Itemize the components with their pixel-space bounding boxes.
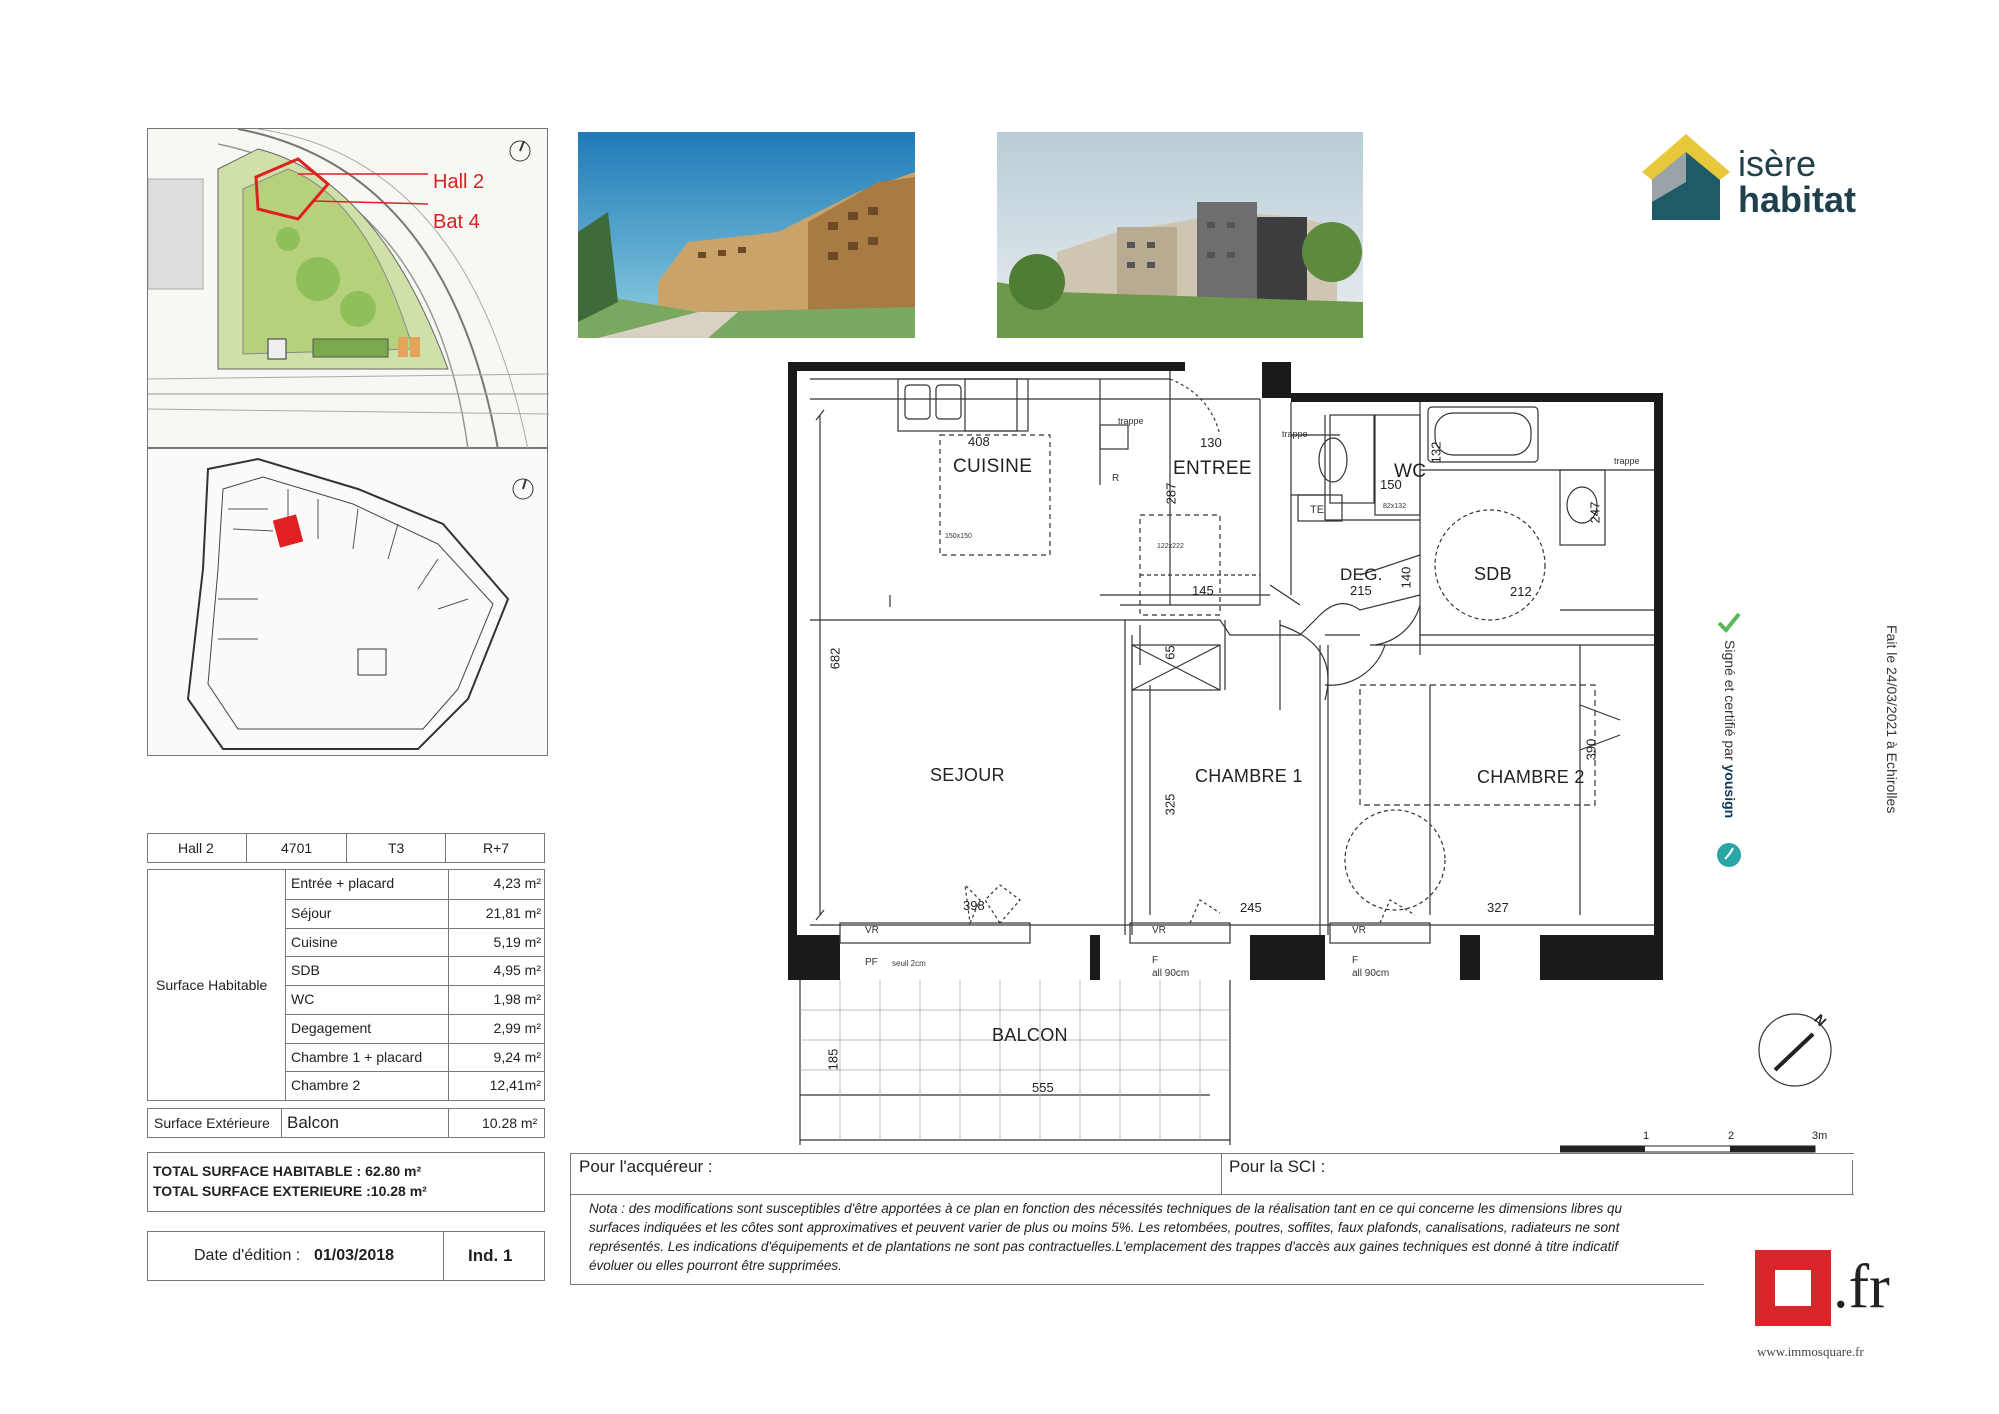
room-entree: ENTREE <box>1173 458 1252 479</box>
dim-145: 145 <box>1192 583 1214 598</box>
edition-box <box>147 1231 545 1281</box>
dim-247: 247 <box>1587 501 1603 524</box>
room-chambre1: CHAMBRE 1 <box>1195 766 1303 786</box>
dim-212: 212 <box>1510 584 1532 599</box>
dim-245: 245 <box>1240 900 1262 915</box>
exterior-value: 10.28 m² <box>482 1115 538 1131</box>
label-r: R <box>1112 473 1120 484</box>
dim-327: 327 <box>1487 900 1509 915</box>
room-cuisine: CUISINE <box>953 456 1033 477</box>
surface-row <box>285 899 545 929</box>
room-sejour: SEJOUR <box>930 765 1005 785</box>
surface-row-value: 2,99 m² <box>493 1019 541 1036</box>
edition-date: 01/03/2018 <box>314 1247 395 1264</box>
label-vr-1: VR <box>865 925 879 936</box>
exterior-name: Balcon <box>287 1113 339 1132</box>
surface-row <box>285 1043 545 1073</box>
isere-habitat-logo <box>1640 132 1880 224</box>
exterior-label: Surface Extérieure <box>154 1115 270 1131</box>
label-all-1: all 90cm <box>1152 968 1190 979</box>
signature-date: Fait le 24/03/2021 à Echirolles <box>1884 625 1900 814</box>
surface-row-value: 4,95 m² <box>493 962 541 979</box>
surface-row-value: 12,41m² <box>489 1077 541 1094</box>
sci-label: Pour la SCI : <box>1229 1157 1326 1176</box>
north-arrow-icon <box>1755 1000 1845 1090</box>
header-floor: R+7 <box>483 840 510 856</box>
site-plan-top <box>147 128 548 448</box>
surface-row <box>285 1071 545 1101</box>
room-deg: DEG. <box>1340 565 1383 584</box>
site-plan-bottom <box>147 448 548 756</box>
note-line-1: des modifications sont susceptibles d'être apportées à ce plan en fonction des nécessités techniques de la réalisation tant en ce qui concerne les dimensions libres qu <box>628 1201 1622 1216</box>
label-te: TE <box>1310 504 1325 516</box>
edition-index: Ind. 1 <box>468 1246 513 1265</box>
note-box <box>570 1195 1704 1285</box>
habitable-label: Surface Habitable <box>156 977 268 993</box>
dim-215: 215 <box>1350 583 1372 598</box>
building-outline-drawing <box>148 449 549 757</box>
surface-row <box>285 956 545 986</box>
site-label-hall: Hall 2 <box>433 171 485 193</box>
totals-box <box>147 1152 545 1212</box>
note-line-2: surfaces indiquées et les côtes sont approximatives et peuvent varier de plus ou moins 5%. Les retombées, poutres, soffites, faux plafonds, canalisations, radiateurs ne sont <box>589 1220 1620 1235</box>
header-lot: 4701 <box>281 840 313 856</box>
surface-row <box>285 985 545 1015</box>
header-hall: Hall 2 <box>178 840 214 856</box>
acquereur-label: Pour l'acquéreur : <box>579 1157 713 1176</box>
surface-row-name: Chambre 2 <box>291 1077 361 1094</box>
room-balcon: BALCON <box>992 1025 1068 1045</box>
logo-mark <box>1640 132 1732 224</box>
surface-row-name: Chambre 1 + placard <box>291 1048 423 1065</box>
room-wc: WC <box>1394 461 1427 482</box>
dim-390: 390 <box>1583 738 1599 761</box>
label-f-1: F <box>1152 955 1159 966</box>
surface-row-name: Séjour <box>291 904 332 921</box>
dim-682: 682 <box>827 647 843 670</box>
site-label-bat: Bat 4 <box>433 211 480 233</box>
total-exterieure: TOTAL SURFACE EXTERIEURE :10.28 m² <box>153 1183 427 1199</box>
dim-150: 150 <box>1380 477 1402 492</box>
yousign-badge-icon <box>1716 842 1742 868</box>
label-trappe-kitchen: trappe <box>1118 416 1144 426</box>
surface-row-value: 21,81 m² <box>485 904 541 921</box>
total-habitable: TOTAL SURFACE HABITABLE : 62.80 m² <box>153 1163 422 1179</box>
dim-408: 408 <box>968 434 990 449</box>
site-plan-drawing <box>148 129 549 449</box>
edition-label: Date d'édition : <box>194 1247 301 1264</box>
label-vr-2: VR <box>1152 925 1166 936</box>
habitable-table <box>147 869 545 1101</box>
surface-row <box>285 928 545 958</box>
svg-text:N: N <box>1811 1010 1830 1030</box>
surface-row-value: 9,24 m² <box>493 1048 541 1065</box>
surface-row <box>285 870 545 899</box>
surface-row-name: WC <box>291 991 315 1007</box>
surface-row-name: Entrée + placard <box>291 875 395 891</box>
immosquare-watermark <box>1755 1248 1955 1368</box>
scale-tick-2: 2 <box>1728 1130 1735 1142</box>
watermark-url: www.immosquare.fr <box>1757 1344 1864 1359</box>
surface-row <box>285 1014 545 1044</box>
surface-row-value: 1,98 m² <box>493 991 541 1007</box>
room-sdb: SDB <box>1474 564 1512 584</box>
header-type: T3 <box>388 840 405 856</box>
signature-fields <box>570 1153 1854 1195</box>
label-150x150: 150x150 <box>945 533 972 540</box>
watermark-suffix: .fr <box>1833 1253 1890 1321</box>
logo-text-isere: isère <box>1738 143 1817 184</box>
label-trappe-entry: trappe <box>1282 429 1308 439</box>
note-line-4: évoluer ou elles pourront être supprimées. <box>589 1258 842 1273</box>
check-icon <box>1716 610 1742 636</box>
dim-325: 325 <box>1162 793 1178 816</box>
dim-398: 398 <box>963 898 985 913</box>
dim-555: 555 <box>1032 1080 1054 1095</box>
room-chambre2: CHAMBRE 2 <box>1477 767 1585 787</box>
dim-185: 185 <box>825 1048 841 1071</box>
label-all-2: all 90cm <box>1352 968 1390 979</box>
surface-row-name: Degagement <box>291 1019 372 1036</box>
label-vr-3: VR <box>1352 925 1366 936</box>
label-122x222: 122x222 <box>1157 543 1184 550</box>
dim-132: 132 <box>1428 441 1444 464</box>
surface-row-name: SDB <box>291 962 320 979</box>
label-82x132: 82x132 <box>1383 503 1406 510</box>
label-f-2: F <box>1352 955 1359 966</box>
dim-140: 140 <box>1398 566 1414 589</box>
dim-65: 65 <box>1162 645 1178 660</box>
building-photo-1 <box>578 132 915 338</box>
signature-block <box>1708 610 1748 870</box>
label-seuil: seuil 2cm <box>892 959 926 968</box>
note-lead: Nota : <box>589 1201 626 1216</box>
building-photo-2 <box>997 132 1363 338</box>
dim-287: 287 <box>1163 482 1179 505</box>
label-pf: PF <box>865 957 878 968</box>
sig-field-end <box>1852 1160 1853 1195</box>
immosquare-logo-icon <box>1755 1248 1835 1328</box>
surface-row-name: Cuisine <box>291 933 338 950</box>
table-header <box>147 833 545 863</box>
note-line-3: représentés. Les indications d'équipements et de plantations ne sont pas contractuelles.L'emplacement des trappes d'accès aux gaines techniques est donné à titre indicatif <box>589 1239 1619 1254</box>
surface-row-value: 5,19 m² <box>493 933 541 950</box>
exterior-row <box>147 1108 545 1138</box>
scale-tick-1: 1 <box>1643 1130 1650 1142</box>
dim-130: 130 <box>1200 435 1222 450</box>
signature-text: Signé et certifié par <box>1722 640 1738 761</box>
scale-tick-3: 3m <box>1812 1130 1828 1142</box>
floor-plan <box>780 355 1670 1145</box>
surface-row-value: 4,23 m² <box>493 875 541 891</box>
label-trappe-sdb: trappe <box>1614 456 1640 466</box>
signature-brand: yousign <box>1722 764 1738 819</box>
logo-text-habitat: habitat <box>1738 179 1857 220</box>
